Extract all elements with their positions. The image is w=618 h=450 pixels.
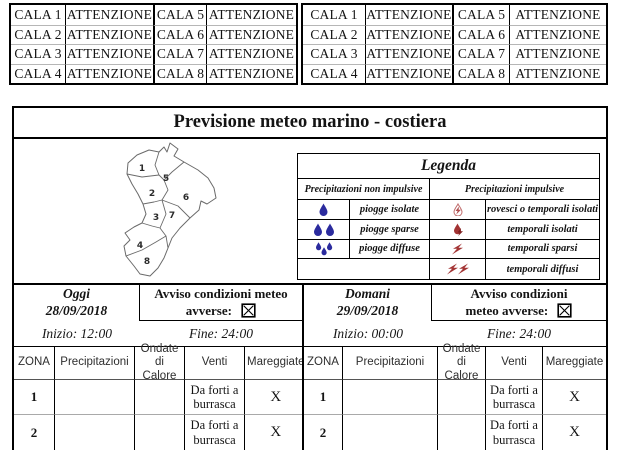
cala-zone-cell: CALA 2 xyxy=(303,25,365,45)
map-zone-label: 7 xyxy=(168,211,176,221)
ondate-di-calore-cell xyxy=(437,380,485,415)
advisory-checkbox-checked[interactable] xyxy=(557,303,572,318)
calabria-zones-map xyxy=(94,140,234,282)
cala-zone-cell: CALA 6 xyxy=(153,25,206,45)
cala-zone-cell: CALA 7 xyxy=(452,44,509,64)
column-header-venti: Venti xyxy=(184,347,244,380)
cala-zone-cell: CALA 3 xyxy=(303,44,365,64)
attenzione-status-cell: ATTENZIONE xyxy=(206,64,296,84)
map-zone-label: 2 xyxy=(148,189,156,199)
cala-zone-cell: CALA 8 xyxy=(452,64,509,84)
legend-label: temporali diffusi xyxy=(485,259,599,279)
legend-header-non-impulsive: Precipitazioni non impulsive xyxy=(304,183,423,195)
mareggiate-cell: X xyxy=(542,380,606,415)
legend-label: piogge diffuse xyxy=(349,240,429,260)
precipitazioni-cell xyxy=(342,380,437,415)
attenzione-status-cell: ATTENZIONE xyxy=(365,25,452,45)
cala-zone-cell: CALA 8 xyxy=(153,64,206,84)
start-time: Inizio: 12:00 xyxy=(41,325,113,341)
column-header-ondate-di-calore: Ondate di Calore xyxy=(134,347,184,380)
column-header-zona: ZONA xyxy=(14,347,54,380)
cala-zone-cell: CALA 1 xyxy=(310,6,358,22)
venti-cell: Da forti a burrasca xyxy=(184,415,244,450)
attenzione-status-cell: ATTENZIONE xyxy=(509,5,606,25)
double-lightning-icon xyxy=(429,259,485,279)
column-header-mareggiate: Mareggiate xyxy=(542,347,606,380)
attenzione-status-cell: ATTENZIONE xyxy=(365,5,452,25)
map-zone-label: 3 xyxy=(152,213,160,223)
column-header-zona: ZONA xyxy=(304,347,342,380)
daily-forecast-section xyxy=(14,285,606,450)
attenzione-status-cell: ATTENZIONE xyxy=(206,44,296,64)
cala-alert-table-left xyxy=(9,3,298,85)
day-date-cell xyxy=(14,285,140,321)
ondate-di-calore-cell xyxy=(134,415,184,450)
advisory-cell xyxy=(432,285,606,321)
advisory-label: Avviso condizioni meteo avverse: xyxy=(154,285,288,318)
attenzione-status-cell: ATTENZIONE xyxy=(65,44,153,64)
legend-empty-cell xyxy=(298,259,429,279)
storm-drop-icon xyxy=(429,220,485,240)
map-zone-label: 6 xyxy=(182,193,190,203)
cala-zone-cell: CALA 5 xyxy=(153,5,206,25)
column-header-precipitazioni: Precipitazioni xyxy=(342,347,437,380)
column-header-mareggiate: Mareggiate xyxy=(244,347,307,380)
day-date: 28/09/2018 xyxy=(45,303,108,318)
map-legend-section xyxy=(14,139,606,285)
page-title: Previsione meteo marino - costiera xyxy=(14,108,606,139)
zone-number-cell: 2 xyxy=(30,424,38,440)
legend-title: Legenda xyxy=(298,154,599,179)
legend-label: temporali sparsi xyxy=(485,240,599,260)
venti-cell: Da forti a burrasca xyxy=(485,415,542,450)
zone-number-cell: 1 xyxy=(304,380,342,415)
cala-zone-cell: CALA 2 xyxy=(11,25,65,45)
zone-number-cell: 2 xyxy=(319,424,327,440)
triple-raindrop-icon xyxy=(298,240,349,260)
day-date: 29/09/2018 xyxy=(336,303,399,318)
day-panel-domani xyxy=(302,285,606,450)
mareggiate-cell: X xyxy=(542,415,606,450)
map-zone-label: 8 xyxy=(143,257,151,267)
single-raindrop-icon xyxy=(298,200,349,220)
cala-alert-table-right xyxy=(301,3,608,85)
day-date-cell xyxy=(304,285,432,321)
map-zone-label: 5 xyxy=(162,174,170,184)
day-name: Oggi xyxy=(63,286,90,302)
cala-zone-cell: CALA 7 xyxy=(153,44,206,64)
lightning-icon xyxy=(429,240,485,260)
zone-number-cell: 1 xyxy=(14,380,54,415)
cala-zone-cell: CALA 4 xyxy=(11,64,65,84)
ondate-di-calore-cell xyxy=(437,415,485,450)
map-zone-label: 1 xyxy=(138,164,146,174)
day-header xyxy=(304,285,606,321)
advisory-label: Avviso condizioni meteo avverse: xyxy=(465,285,568,318)
venti-cell: Da forti a burrasca xyxy=(184,380,244,415)
map-zone-label: 4 xyxy=(136,241,144,251)
cala-zone-cell: CALA 4 xyxy=(303,64,365,84)
zone-forecast-table xyxy=(304,343,606,450)
legend-header-impulsive: Precipitazioni impulsive xyxy=(429,179,599,199)
start-time: Inizio: 00:00 xyxy=(332,325,404,341)
attenzione-status-cell: ATTENZIONE xyxy=(65,5,153,25)
attenzione-status-cell: ATTENZIONE xyxy=(65,64,153,84)
attenzione-status-cell: ATTENZIONE xyxy=(206,5,296,25)
day-header xyxy=(14,285,302,321)
advisory-checkbox-checked[interactable] xyxy=(241,303,256,318)
cala-zone-cell: CALA 5 xyxy=(452,5,509,25)
attenzione-status-cell: ATTENZIONE xyxy=(365,64,452,84)
legend-label: piogge sparse xyxy=(349,220,429,240)
zone-forecast-table xyxy=(14,343,305,450)
attenzione-status-cell: ATTENZIONE xyxy=(509,25,606,45)
cala-zone-cell: CALA 6 xyxy=(452,25,509,45)
end-time: Fine: 24:00 xyxy=(486,325,552,341)
attenzione-status-cell: ATTENZIONE xyxy=(206,25,296,45)
day-name: Domani xyxy=(344,286,390,302)
attenzione-status-cell: ATTENZIONE xyxy=(509,44,606,64)
precipitazioni-cell xyxy=(54,380,134,415)
column-header-venti: Venti xyxy=(485,347,542,380)
legend xyxy=(297,153,600,280)
ondate-di-calore-cell xyxy=(134,380,184,415)
cala-zone-cell: CALA 3 xyxy=(11,44,65,64)
mareggiate-cell: X xyxy=(244,380,307,415)
legend-label: temporali isolati xyxy=(485,220,599,240)
forecast-box xyxy=(12,106,608,450)
legend-rows xyxy=(298,200,599,279)
cala-zone-cell: CALA 1 xyxy=(14,6,62,22)
mareggiate-cell: X xyxy=(244,415,307,450)
legend-label: rovesci o temporali isolati xyxy=(485,200,599,220)
day-panel-oggi xyxy=(14,285,305,450)
venti-cell: Da forti a burrasca xyxy=(485,380,542,415)
precipitazioni-cell xyxy=(342,415,437,450)
shower-thunder-icon xyxy=(429,200,485,220)
attenzione-status-cell: ATTENZIONE xyxy=(65,25,153,45)
advisory-cell xyxy=(140,285,302,321)
double-raindrop-icon xyxy=(298,220,349,240)
legend-column-headers xyxy=(298,179,599,200)
attenzione-status-cell: ATTENZIONE xyxy=(509,64,606,84)
column-header-precipitazioni: Precipitazioni xyxy=(54,347,134,380)
precipitazioni-cell xyxy=(54,415,134,450)
column-header-ondate-di-calore: Ondate di Calore xyxy=(437,347,485,380)
end-time: Fine: 24:00 xyxy=(188,325,254,341)
attenzione-status-cell: ATTENZIONE xyxy=(365,44,452,64)
legend-label: piogge isolate xyxy=(349,200,429,220)
